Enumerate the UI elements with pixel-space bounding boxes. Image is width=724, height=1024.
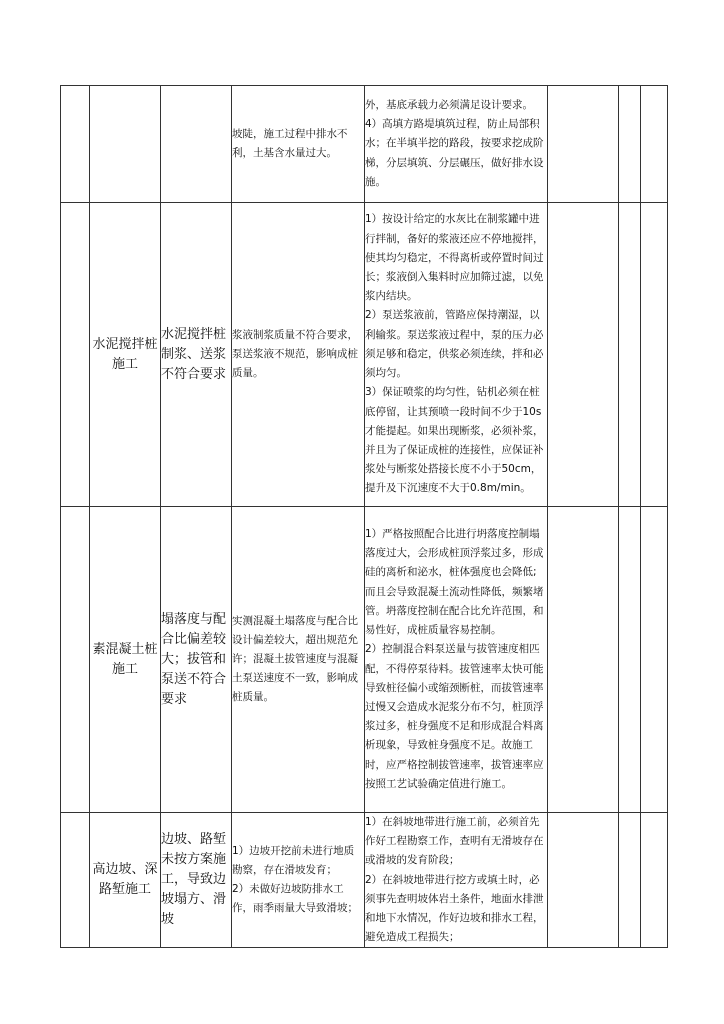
measure-paragraph: 1）在斜坡地带进行施工前，必须首先作好工程勘察工作，查明有无滑坡存在或滑坡的发育阶段；	[365, 816, 544, 867]
risk-cell: 边坡、路堑未按方案施工，导致边坡塌方、滑坡	[161, 813, 232, 948]
risk-control-table	[60, 85, 668, 948]
measure-paragraph: 2）泵送浆液前，管路应保持潮湿，以利输浆。泵送浆液过程中，泵的压力必须足够和稳定，供浆必须连续，拌和必须均匀。	[365, 309, 544, 380]
blank-cell	[641, 86, 668, 203]
index-cell	[61, 507, 90, 813]
blank-cell	[641, 203, 668, 507]
blank-cell	[619, 86, 641, 203]
cause-cell: 1）边坡开挖前未进行地质勘察，存在滑坡发育； 2）未做好边坡防排水工作，雨季雨量大导致滑坡；	[232, 813, 365, 948]
table-row	[61, 507, 668, 813]
blank-cell	[548, 203, 619, 507]
index-cell	[61, 203, 90, 507]
risk-cell	[161, 86, 232, 203]
blank-cell	[548, 507, 619, 813]
process-name-cell: 高边坡、深路堑施工	[90, 813, 161, 948]
blank-cell	[619, 813, 641, 948]
table-row	[61, 203, 668, 507]
measures-cell	[365, 203, 548, 507]
cause-cell: 实测混凝土塌落度与配合比设计偏差较大，超出规范允许；混凝土拔管速度与混凝土泵送速度不一致，影响成桩质量。	[232, 507, 365, 813]
blank-cell	[548, 813, 619, 948]
cause-cell: 浆液制浆质量不符合要求，泵送浆液不规范，影响成桩质量。	[232, 203, 365, 507]
measure-paragraph: 外，基底承载力必须满足设计要求。	[365, 98, 533, 111]
measure-paragraph: 2）在斜坡地带进行挖方或填土时，必须事先查明坡体岩土条件，地面水排泄和地下水情况，作好边坡和排水工程，避免造成工程损失；	[365, 873, 544, 944]
blank-cell	[619, 203, 641, 507]
measure-paragraph: 3）保证喷浆的均匀性，钻机必须在桩底停留，让其预喷一段时间不少于10s才能提起。如果出现断浆，必须补浆，并且为了保证成桩的连接性，应保证补浆处与断浆处搭接长度不小于50cm，提升及下沉速度不大于0.8m/min。	[365, 386, 544, 495]
table-row	[61, 86, 668, 203]
measures-cell	[365, 507, 548, 813]
risk-cell: 水泥搅拌桩制浆、送浆不符合要求	[161, 203, 232, 507]
process-name-cell	[90, 86, 161, 203]
table-row	[61, 813, 668, 948]
measure-paragraph: 1）严格按照配合比进行坍落度控制塌落度过大，会形成桩顶浮浆过多，形成硅的离析和泌水，桩体强度也会降低;而且会导致混凝土流动性降低，频繁堵管。坍落度控制在配合比允许范围，和易性好，成桩质量容易控制。	[365, 528, 544, 637]
blank-cell	[619, 507, 641, 813]
index-cell	[61, 813, 90, 948]
measure-paragraph: 4）高填方路堤填筑过程，防止局部积水；在半填半挖的路段，按要求挖成阶梯，分层填筑、分层碾压，做好排水设施。	[365, 118, 544, 188]
cause-cell: 坡陡，施工过程中排水不利，土基含水量过大。	[232, 86, 365, 203]
measure-paragraph: 2）控制混合料泵送量与拔管速度相匹配，不得停泵待料。拔管速率太快可能导致桩径偏小或缩颈断桩，而拔管速率过慢又会造成水泥浆分布不匀，桩顶浮浆过多，桩身强度不足和形成混合料离析现象，导致桩身强度不足。故施工时，应严格控制拔管速率，拔管速率应按照工艺试验确定值进行施工。	[365, 643, 544, 790]
measure-paragraph: 1）按设计给定的水灰比在制浆罐中进行拌制，备好的浆液还应不停地搅拌，使其均匀稳定，不得离析或停置时间过长；浆液倒入集料时应加筛过滤，以免浆内结块。	[365, 213, 544, 303]
index-cell	[61, 86, 90, 203]
risk-cell: 塌落度与配合比偏差较大；拔管和泵送不符合要求	[161, 507, 232, 813]
process-name-cell: 素混凝土桩施工	[90, 507, 161, 813]
measures-cell	[365, 813, 548, 948]
process-name-cell: 水泥搅拌桩施工	[90, 203, 161, 507]
blank-cell	[641, 507, 668, 813]
measures-cell	[365, 86, 548, 203]
blank-cell	[641, 813, 668, 948]
blank-cell	[548, 86, 619, 203]
